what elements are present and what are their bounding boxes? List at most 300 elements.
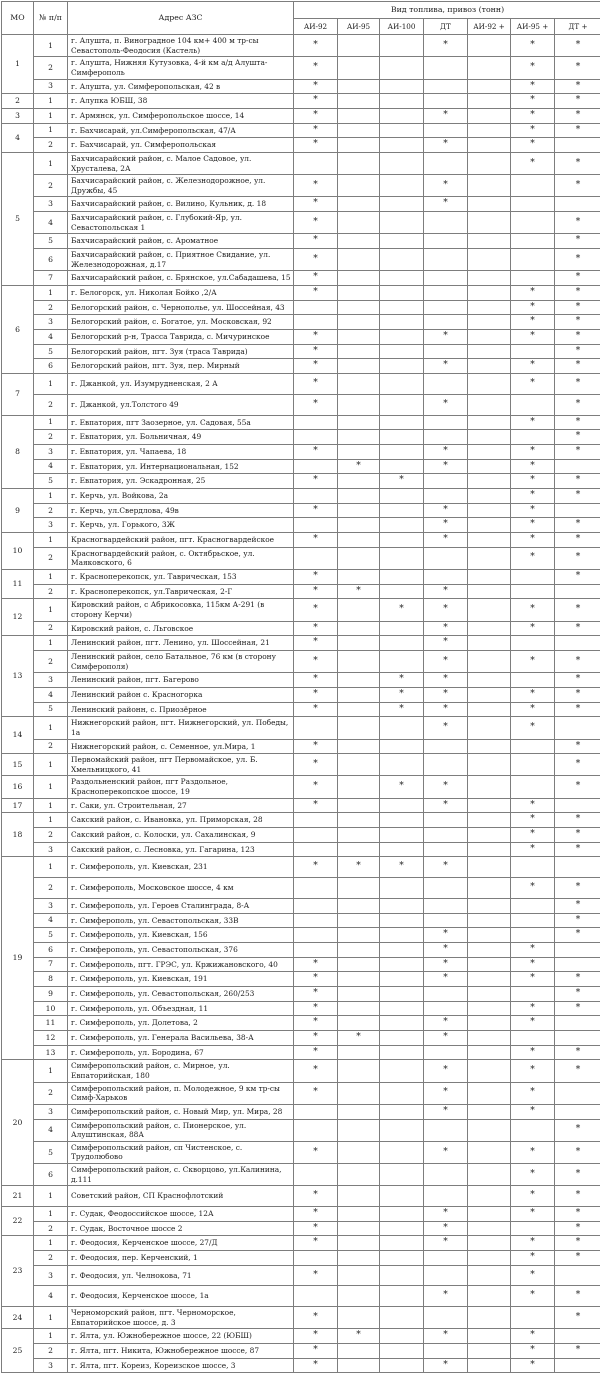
fuel-mark-empty (468, 898, 511, 913)
table-row (2, 650, 600, 672)
table-row (2, 687, 600, 702)
fuel-mark-empty (468, 1016, 511, 1031)
fuel-mark-empty (380, 1164, 424, 1186)
address-cell: Симферопольский район, с. Пионерское, ул. Алуштинская, 88А (68, 1119, 294, 1141)
fuel-mark-empty (424, 1307, 468, 1329)
fuel-available-mark: * (511, 518, 555, 533)
fuel-mark-empty (338, 717, 380, 739)
header-fuel-col: АИ-92 + (468, 19, 511, 35)
fuel-available-mark: * (555, 249, 600, 271)
fuel-available-mark: * (555, 1060, 600, 1082)
address-cell: Симферопольский район, сп Чистенское, с. Трудолюбово (68, 1141, 294, 1163)
fuel-available-mark: * (294, 1045, 338, 1060)
row-number-cell: 3 (34, 673, 68, 688)
fuel-mark-empty (294, 717, 338, 739)
fuel-mark-empty (468, 569, 511, 584)
fuel-mark-empty (424, 986, 468, 1001)
mo-group (2, 636, 600, 717)
fuel-mark-empty (380, 374, 424, 395)
row-number-cell: 1 (34, 1060, 68, 1082)
mo-group (2, 599, 600, 636)
fuel-available-mark: * (555, 1119, 600, 1141)
header-fuel-col: АИ-95 + (511, 19, 555, 35)
table-row (2, 636, 600, 651)
mo-group (2, 415, 600, 488)
fuel-mark-empty (424, 300, 468, 315)
fuel-available-mark: * (511, 842, 555, 857)
fuel-mark-empty (555, 1104, 600, 1119)
fuel-mark-empty (380, 330, 424, 345)
fuel-mark-empty (338, 957, 380, 972)
fuel-mark-empty (468, 315, 511, 330)
address-cell: Советский район, СП Краснофлотский (68, 1186, 294, 1207)
fuel-available-mark: * (424, 673, 468, 688)
fuel-mark-empty (294, 813, 338, 828)
row-number-cell: 3 (34, 79, 68, 94)
address-cell: г. Симферополь, ул. Объездная, 11 (68, 1001, 294, 1016)
fuel-mark-empty (468, 79, 511, 94)
table-row (2, 813, 600, 828)
fuel-mark-empty (380, 518, 424, 533)
fuel-available-mark: * (294, 1344, 338, 1359)
fuel-available-mark: * (555, 754, 600, 776)
fuel-available-mark: * (424, 942, 468, 957)
mo-group (2, 1307, 600, 1329)
fuel-mark-empty (468, 798, 511, 813)
fuel-mark-empty (468, 842, 511, 857)
fuel-mark-empty (424, 569, 468, 584)
fuel-mark-empty (294, 430, 338, 445)
fuel-mark-empty (338, 57, 380, 79)
fuel-mark-empty (468, 1104, 511, 1119)
table-row (2, 898, 600, 913)
fuel-mark-empty (511, 197, 555, 212)
fuel-available-mark: * (555, 444, 600, 459)
fuel-mark-empty (424, 415, 468, 430)
fuel-mark-empty (338, 547, 380, 569)
fuel-mark-empty (294, 1286, 338, 1307)
table-row (2, 123, 600, 138)
fuel-mark-empty (294, 1119, 338, 1141)
address-cell: Симферопольский район, с. Скворцово, ул.Калинина, д.111 (68, 1164, 294, 1186)
address-cell: г. Евпатория, ул. Интернациональная, 152 (68, 459, 294, 474)
table-row (2, 57, 600, 79)
fuel-available-mark: * (555, 1207, 600, 1222)
address-cell: Нижнегорский район, с. Семенное, ул.Мира, 1 (68, 739, 294, 754)
table-row (2, 359, 600, 374)
fuel-available-mark: * (511, 108, 555, 123)
fuel-mark-empty (468, 394, 511, 415)
address-cell: г. Саки, ул. Строительная, 27 (68, 798, 294, 813)
fuel-mark-empty (380, 898, 424, 913)
fuel-available-mark: * (294, 108, 338, 123)
row-number-cell: 1 (34, 1207, 68, 1222)
fuel-mark-empty (380, 1221, 424, 1236)
fuel-available-mark: * (511, 1286, 555, 1307)
fuel-mark-empty (424, 1265, 468, 1286)
mo-cell: 20 (2, 1060, 34, 1186)
fuel-mark-empty (338, 315, 380, 330)
mo-group (2, 152, 600, 285)
fuel-mark-empty (338, 518, 380, 533)
fuel-available-mark: * (294, 687, 338, 702)
fuel-available-mark: * (511, 1251, 555, 1266)
fuel-available-mark: * (294, 1031, 338, 1046)
address-cell: Симферопольский район, с. Мирное, ул. Евпаторийская, 180 (68, 1060, 294, 1082)
fuel-available-mark: * (294, 57, 338, 79)
address-cell: Ленинский район, пгт. Ленино, ул. Шоссейная, 21 (68, 636, 294, 651)
address-cell: г. Керчь, ул.Свердлова, 49в (68, 503, 294, 518)
table-row (2, 108, 600, 123)
mo-cell: 9 (2, 488, 34, 532)
table-row (2, 1236, 600, 1251)
table-row (2, 459, 600, 474)
row-number-cell: 6 (34, 1164, 68, 1186)
address-cell: Белогорский р-н, Трасса Таврида, с. Мичуринское (68, 330, 294, 345)
fuel-available-mark: * (555, 813, 600, 828)
address-cell: Кировский район, с. Льговское (68, 621, 294, 636)
mo-group (2, 123, 600, 152)
fuel-mark-empty (468, 1082, 511, 1104)
fuel-available-mark: * (511, 152, 555, 174)
row-number-cell: 1 (34, 152, 68, 174)
row-number-cell: 4 (34, 687, 68, 702)
fuel-mark-empty (380, 798, 424, 813)
fuel-available-mark: * (294, 533, 338, 548)
fuel-available-mark: * (555, 415, 600, 430)
table-row (2, 599, 600, 621)
fuel-mark-empty (380, 1141, 424, 1163)
row-number-cell: 1 (34, 798, 68, 813)
fuel-mark-empty (555, 197, 600, 212)
fuel-mark-empty (468, 1001, 511, 1016)
fuel-mark-empty (294, 1251, 338, 1266)
fuel-mark-empty (380, 584, 424, 599)
fuel-mark-empty (380, 1251, 424, 1266)
fuel-available-mark: * (511, 79, 555, 94)
fuel-mark-empty (468, 1031, 511, 1046)
fuel-available-mark: * (511, 286, 555, 301)
fuel-mark-empty (338, 928, 380, 943)
mo-group (2, 798, 600, 813)
row-number-cell: 3 (34, 444, 68, 459)
fuel-mark-empty (338, 394, 380, 415)
table-row (2, 1141, 600, 1163)
fuel-mark-empty (380, 1104, 424, 1119)
fuel-mark-empty (380, 569, 424, 584)
fuel-available-mark: * (424, 503, 468, 518)
fuel-mark-empty (468, 152, 511, 174)
fuel-mark-empty (511, 1221, 555, 1236)
fuel-available-mark: * (294, 1358, 338, 1373)
fuel-available-mark: * (555, 330, 600, 345)
mo-group (2, 857, 600, 1060)
row-number-cell: 4 (34, 1286, 68, 1307)
row-number-cell: 1 (34, 636, 68, 651)
fuel-mark-empty (380, 359, 424, 374)
address-cell: Сакский район, с. Ивановка, ул. Приморская, 28 (68, 813, 294, 828)
fuel-available-mark: * (555, 842, 600, 857)
row-number-cell: 1 (34, 813, 68, 828)
fuel-mark-empty (294, 415, 338, 430)
address-cell: г. Евпатория, пгт Заозерное, ул. Садовая, 55а (68, 415, 294, 430)
row-number-cell: 3 (34, 1358, 68, 1373)
fuel-mark-empty (468, 459, 511, 474)
mo-cell: 13 (2, 636, 34, 717)
address-cell: Бахчисарайский район, с. Приятное Свидание, ул. Железнодорожная, д.17 (68, 249, 294, 271)
fuel-table (1, 1, 600, 1373)
fuel-available-mark: * (555, 271, 600, 286)
fuel-mark-empty (338, 1344, 380, 1359)
fuel-available-mark: * (511, 798, 555, 813)
fuel-mark-empty (380, 1060, 424, 1082)
row-number-cell: 1 (34, 717, 68, 739)
fuel-available-mark: * (380, 599, 424, 621)
fuel-mark-empty (468, 717, 511, 739)
mo-cell: 18 (2, 813, 34, 857)
table-row (2, 957, 600, 972)
row-number-cell: 1 (34, 857, 68, 878)
address-cell: Белогорский район, пгт. Зуя, пер. Мирный (68, 359, 294, 374)
table-row (2, 152, 600, 174)
fuel-available-mark: * (294, 1186, 338, 1207)
mo-group (2, 754, 600, 776)
address-cell: Белогорский район, с. Богатое, ул. Московская, 92 (68, 315, 294, 330)
fuel-mark-empty (338, 1221, 380, 1236)
fuel-mark-empty (380, 79, 424, 94)
fuel-mark-empty (294, 300, 338, 315)
fuel-mark-empty (555, 798, 600, 813)
fuel-mark-empty (511, 898, 555, 913)
table-row (2, 503, 600, 518)
fuel-mark-empty (424, 430, 468, 445)
row-number-cell: 5 (34, 702, 68, 717)
fuel-mark-empty (468, 1186, 511, 1207)
table-row (2, 942, 600, 957)
fuel-mark-empty (424, 271, 468, 286)
header-mo: МО (2, 2, 34, 35)
fuel-mark-empty (338, 621, 380, 636)
fuel-mark-empty (468, 503, 511, 518)
row-number-cell: 1 (34, 94, 68, 109)
fuel-available-mark: * (555, 673, 600, 688)
address-cell: Красногвардейский район, пгт. Красногвардейское (68, 533, 294, 548)
table-row (2, 878, 600, 899)
fuel-mark-empty (424, 344, 468, 359)
table-row (2, 94, 600, 109)
table-row (2, 474, 600, 489)
fuel-available-mark: * (424, 359, 468, 374)
fuel-mark-empty (338, 650, 380, 672)
fuel-available-mark: * (380, 702, 424, 717)
fuel-available-mark: * (511, 878, 555, 899)
fuel-mark-empty (468, 650, 511, 672)
fuel-mark-empty (468, 518, 511, 533)
fuel-mark-empty (338, 94, 380, 109)
fuel-mark-empty (294, 518, 338, 533)
fuel-mark-empty (468, 957, 511, 972)
fuel-mark-empty (468, 1307, 511, 1329)
fuel-available-mark: * (555, 35, 600, 57)
fuel-mark-empty (424, 842, 468, 857)
fuel-available-mark: * (294, 35, 338, 57)
fuel-mark-empty (511, 271, 555, 286)
fuel-mark-empty (380, 344, 424, 359)
fuel-available-mark: * (511, 123, 555, 138)
fuel-mark-empty (468, 108, 511, 123)
fuel-available-mark: * (511, 359, 555, 374)
table-row (2, 1207, 600, 1222)
fuel-mark-empty (468, 35, 511, 57)
fuel-available-mark: * (555, 986, 600, 1001)
fuel-available-mark: * (294, 754, 338, 776)
address-cell: Белогорский район, с. Чернополье, ул. Шоссейная, 43 (68, 300, 294, 315)
fuel-mark-empty (468, 1329, 511, 1344)
table-row (2, 754, 600, 776)
fuel-available-mark: * (424, 798, 468, 813)
fuel-mark-empty (380, 234, 424, 249)
fuel-mark-empty (294, 1164, 338, 1186)
fuel-mark-empty (380, 1031, 424, 1046)
address-cell: г. Феодосия, Керченское шоссе, 27/Д (68, 1236, 294, 1251)
fuel-available-mark: * (511, 621, 555, 636)
fuel-mark-empty (380, 717, 424, 739)
fuel-mark-empty (338, 687, 380, 702)
fuel-available-mark: * (294, 503, 338, 518)
fuel-mark-empty (468, 488, 511, 503)
fuel-available-mark: * (555, 702, 600, 717)
fuel-available-mark: * (424, 702, 468, 717)
fuel-mark-empty (468, 1119, 511, 1141)
fuel-mark-empty (424, 913, 468, 928)
fuel-mark-empty (468, 138, 511, 153)
fuel-mark-empty (338, 1119, 380, 1141)
fuel-available-mark: * (555, 234, 600, 249)
table-row (2, 1082, 600, 1104)
fuel-mark-empty (338, 986, 380, 1001)
fuel-available-mark: * (424, 972, 468, 987)
fuel-available-mark: * (294, 673, 338, 688)
fuel-mark-empty (380, 754, 424, 776)
fuel-mark-empty (294, 547, 338, 569)
table-row (2, 1251, 600, 1266)
fuel-available-mark: * (380, 474, 424, 489)
fuel-mark-empty (468, 828, 511, 843)
table-row (2, 739, 600, 754)
fuel-mark-empty (424, 547, 468, 569)
fuel-mark-empty (468, 212, 511, 234)
fuel-available-mark: * (294, 1236, 338, 1251)
address-cell: г. Симферополь, пгт. ГРЭС, ул. Кржижановского, 40 (68, 957, 294, 972)
row-number-cell: 4 (34, 1119, 68, 1141)
fuel-mark-empty (468, 584, 511, 599)
fuel-mark-empty (338, 878, 380, 899)
row-number-cell: 3 (34, 315, 68, 330)
row-number-cell: 2 (34, 621, 68, 636)
fuel-mark-empty (380, 444, 424, 459)
fuel-available-mark: * (424, 857, 468, 878)
row-number-cell: 1 (34, 35, 68, 57)
fuel-available-mark: * (511, 1265, 555, 1286)
fuel-mark-empty (424, 57, 468, 79)
fuel-available-mark: * (511, 94, 555, 109)
table-row (2, 1307, 600, 1329)
address-cell: г. Красноперекопск, ул.Таврическая, 2-Г (68, 584, 294, 599)
row-number-cell: 1 (34, 415, 68, 430)
fuel-mark-empty (424, 1001, 468, 1016)
row-number-cell: 4 (34, 212, 68, 234)
fuel-available-mark: * (380, 687, 424, 702)
fuel-mark-empty (380, 152, 424, 174)
table-row (2, 315, 600, 330)
fuel-available-mark: * (511, 330, 555, 345)
fuel-available-mark: * (511, 717, 555, 739)
fuel-available-mark: * (380, 673, 424, 688)
fuel-mark-empty (380, 928, 424, 943)
table-row (2, 1344, 600, 1359)
header-fuel-col: АИ-100 (380, 19, 424, 35)
fuel-mark-empty (555, 503, 600, 518)
table-row (2, 842, 600, 857)
fuel-available-mark: * (294, 271, 338, 286)
fuel-mark-empty (555, 459, 600, 474)
fuel-mark-empty (555, 1082, 600, 1104)
fuel-mark-empty (338, 444, 380, 459)
fuel-mark-empty (555, 1031, 600, 1046)
address-cell: г. Симферополь, ул. Киевская, 156 (68, 928, 294, 943)
fuel-mark-empty (555, 857, 600, 878)
fuel-mark-empty (338, 108, 380, 123)
address-cell: г. Симферополь, ул. Киевская, 231 (68, 857, 294, 878)
fuel-mark-empty (338, 79, 380, 94)
mo-cell: 10 (2, 533, 34, 570)
fuel-available-mark: * (424, 518, 468, 533)
table-row (2, 913, 600, 928)
row-number-cell: 4 (34, 459, 68, 474)
fuel-available-mark: * (511, 488, 555, 503)
fuel-available-mark: * (555, 1164, 600, 1186)
fuel-available-mark: * (424, 928, 468, 943)
address-cell: г. Евпатория, ул. Чапаева, 18 (68, 444, 294, 459)
fuel-mark-empty (468, 972, 511, 987)
header-fuel-col: АИ-92 (294, 19, 338, 35)
row-number-cell: 7 (34, 271, 68, 286)
fuel-available-mark: * (424, 1358, 468, 1373)
fuel-mark-empty (468, 1251, 511, 1266)
table-row (2, 621, 600, 636)
address-cell: Сакский район, с. Лесновка, ул. Гагарина, 123 (68, 842, 294, 857)
address-cell: г. Симферополь, ул. Севастопольская, 376 (68, 942, 294, 957)
fuel-mark-empty (380, 828, 424, 843)
mo-cell: 2 (2, 94, 34, 109)
fuel-available-mark: * (294, 212, 338, 234)
row-number-cell: 1 (34, 599, 68, 621)
table-row (2, 1045, 600, 1060)
fuel-mark-empty (468, 621, 511, 636)
fuel-available-mark: * (555, 928, 600, 943)
fuel-mark-empty (511, 1031, 555, 1046)
fuel-available-mark: * (511, 547, 555, 569)
fuel-mark-empty (380, 108, 424, 123)
fuel-available-mark: * (294, 394, 338, 415)
fuel-mark-empty (338, 300, 380, 315)
fuel-mark-empty (468, 430, 511, 445)
fuel-available-mark: * (555, 913, 600, 928)
fuel-mark-empty (468, 197, 511, 212)
row-number-cell: 2 (34, 138, 68, 153)
fuel-mark-empty (468, 754, 511, 776)
row-number-cell: 1 (34, 533, 68, 548)
